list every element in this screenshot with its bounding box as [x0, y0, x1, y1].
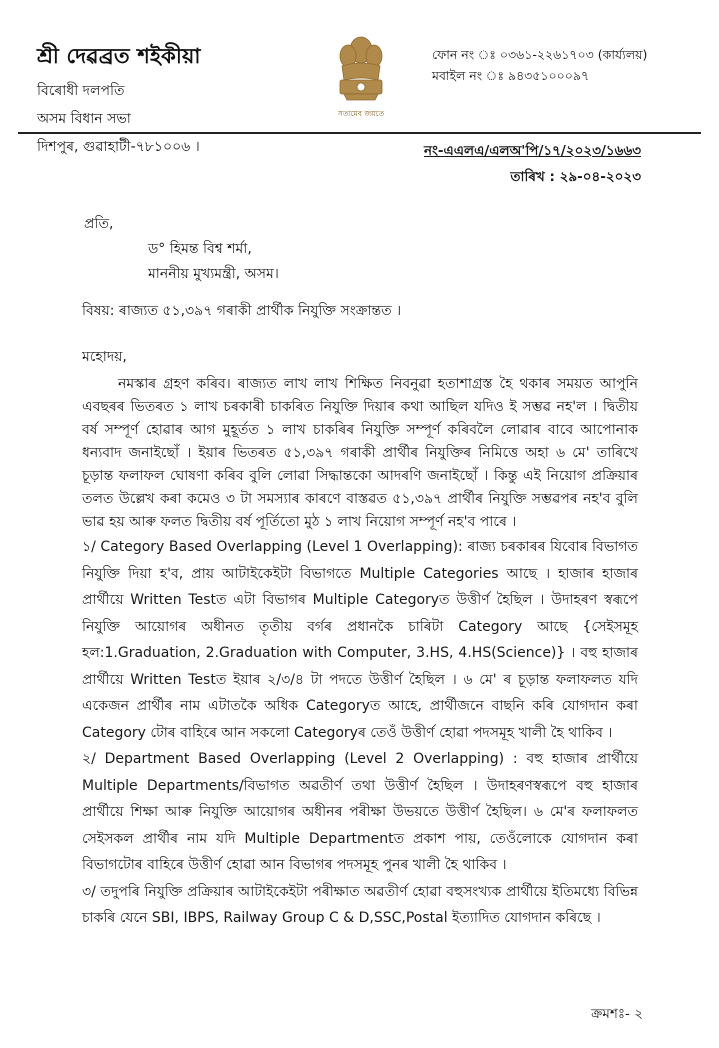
continuation-mark: ক্ৰমশঃ- ২: [591, 1006, 643, 1022]
sender-address: দিশপুৰ, গুৱাহাটী-৭৮১০০৬ ।: [37, 139, 200, 155]
contact-block: [432, 44, 647, 86]
recipient-title: মাননীয় মুখ্যমন্ত্ৰী, অসম।: [148, 266, 279, 282]
phone-number: ফোন নং ঃ ০৩৬১-২২৬১৭০৩ (কাৰ্য্যলয়): [432, 47, 648, 62]
body-point-3: ৩/ তদুপৰি নিযুক্তি প্ৰক্ৰিয়াৰ আটাইকেইটা পৰীক্ষাত অৱতীৰ্ণ হোৱা বহুসংখ্যক প্ৰাৰ্থীয়ে ইতিমধ্যে বিভিন্ন চাকৰি যেনে SBI, IBPS, Railway Group C & D,SSC,Postal ইত্যাদিত যোগদান কৰিছে ।: [82, 883, 638, 926]
salutation: মহোদয়,: [82, 349, 127, 365]
subject-line: বিষয়: ৰাজ্যত ৫১,৩৯৭ গৰাকী প্ৰাৰ্থীক নিযুক্তি সংক্ৰান্তত ।: [82, 303, 402, 319]
recipient-name: ড° হিমন্ত বিশ্ব শৰ্মা,: [148, 241, 252, 257]
mobile-number: মবাইল নং ঃ ৯৪৩৫১০০০৯৭: [432, 68, 590, 83]
letter-body: [82, 373, 638, 932]
body-point-1: ১/ Category Based Overlapping (Level 1 Overlapping): ৰাজ্য চৰকাৰৰ যিবোৰ বিভাগত নিযুক্তি দিয়া হ'ব, প্ৰায় আটাইকেইটা বিভাগতে Multiple Categories আছে । হাজাৰ হাজাৰ প্ৰাৰ্থীয়ে Written Testত এটা বিভাগৰ Multiple Categoryত উত্তীৰ্ণ হৈছিল । উদাহৰণ স্বৰূপে নিযুক্তি আয়োগৰ অধীনত তৃতীয় বৰ্গৰ প্ৰধানকৈ চাৰিটা Category আছে {সেইসমূহ হল:1.Graduation, 2.Graduation with Computer, 3.HS, 4.HS(Science)} । বহু হাজাৰ প্ৰাৰ্থীয়ে Written Testত ইয়াৰ ২/৩/৪ টা পদতে উত্তীৰ্ণ হৈছিল । ৬ মে' ৰ চূড়ান্ত ফলাফলত যদি একেজন প্ৰাৰ্থীৰ নাম এটাতকৈ অধিক Categoryত আহে, প্ৰাৰ্থীজনে বাছনি কৰি যোগদান কৰা Category টোৰ বাহিৰে আন সকলো Categoryৰ তেওঁ উত্তীৰ্ণ হোৱা পদসমূহ খালী হৈ থাকিব ।: [82, 539, 638, 741]
sender-name: শ্ৰী দেৱব্ৰত শইকীয়া: [37, 44, 201, 68]
national-emblem-icon: [328, 30, 394, 122]
letter-date: তাৰিখ : ২৯-০৪-২০২৩: [510, 169, 641, 185]
body-point-2: ২/ Department Based Overlapping (Level 2 Overlapping) : বহু হাজাৰ প্ৰাৰ্থীয়ে Multiple Departments/বিভাগত অৱতীৰ্ণ তথা উত্তীৰ্ণ হৈছিল । উদাহৰণস্বৰূপে বহু হাজাৰ প্ৰাৰ্থীয়ে শিক্ষা আৰু নিযুক্তি আয়োগৰ অধীনৰ পৰীক্ষা উভয়তে উত্তীৰ্ণ হৈছিল। ৬ মে'ৰ ফলাফলত সেইসকল প্ৰাৰ্থীৰ নাম যদি Multiple Departmentত প্ৰকাশ পায়, তেওঁলোকে যোগদান কৰা বিভাগটোৰ বাহিৰে উত্তীৰ্ণ হোৱা আন বিভাগৰ পদসমূহ পুনৰ খালী হৈ থাকিব ।: [82, 751, 638, 873]
letterhead-sender: [37, 40, 201, 159]
sender-organisation: অসম বিধান সভা: [37, 111, 131, 127]
reference-number: নং-এএলএ/এলঅ'পি/১৭/২০২৩/১৬৬৩: [424, 143, 641, 159]
emblem-caption: সত্যমেব জয়তে: [337, 109, 385, 118]
letterhead-divider: [18, 132, 701, 134]
recipient-to: প্ৰতি,: [84, 216, 114, 232]
sender-designation: বিৰোধী দলপতি: [37, 83, 125, 99]
body-paragraph-intro: নমস্কাৰ গ্ৰহণ কৰিব। ৰাজ্যত লাখ লাখ শিক্ষিত নিবনুৱা হতাশাগ্ৰস্ত হৈ থকাৰ সময়ত আপুনি এবছৰৰ ভিতৰত ১ লাখ চৰকাৰী চাকৰিত নিযুক্তি দিয়াৰ কথা আছিল যদিও ই সম্ভৱ নহ'ল । দ্বিতীয় বৰ্ষ সম্পূৰ্ণ হোৱাৰ আগ মুহূৰ্তত ১ লাখ চাকৰিৰ নিযুক্তি সম্পূৰ্ণ কৰিবলৈ লোৱাৰ বাবে আপোনাক ধন্যবাদ জনাইছোঁ । ইয়াৰ ভিতৰত ৫১,৩৯৭ গৰাকী প্ৰাৰ্থীৰ নিযুক্তিৰ নিমিত্তে অহা ৬ মে' তাৰিখে চূড়ান্ত ফলাফল ঘোষণা কৰিব বুলি লোৱা সিদ্ধান্তকো আদৰণি জনাইছোঁ । কিন্তু এই নিয়োগ প্ৰক্ৰিয়াৰ তলত উল্লেখ কৰা কমেও ৩ টা সমস্যাৰ কাৰণে বাস্তৱত ৫১,৩৯৭ প্ৰাৰ্থীৰ নিযুক্তি সম্ভৱপৰ নহ'ব বুলি ভাৱ হয় আৰু ফলত দ্বিতীয় বৰ্ষ পূৰ্তিতো মুঠ ১ লাখ নিয়োগ সম্পূৰ্ণ নহ'ব পাৰে ।: [82, 376, 638, 530]
